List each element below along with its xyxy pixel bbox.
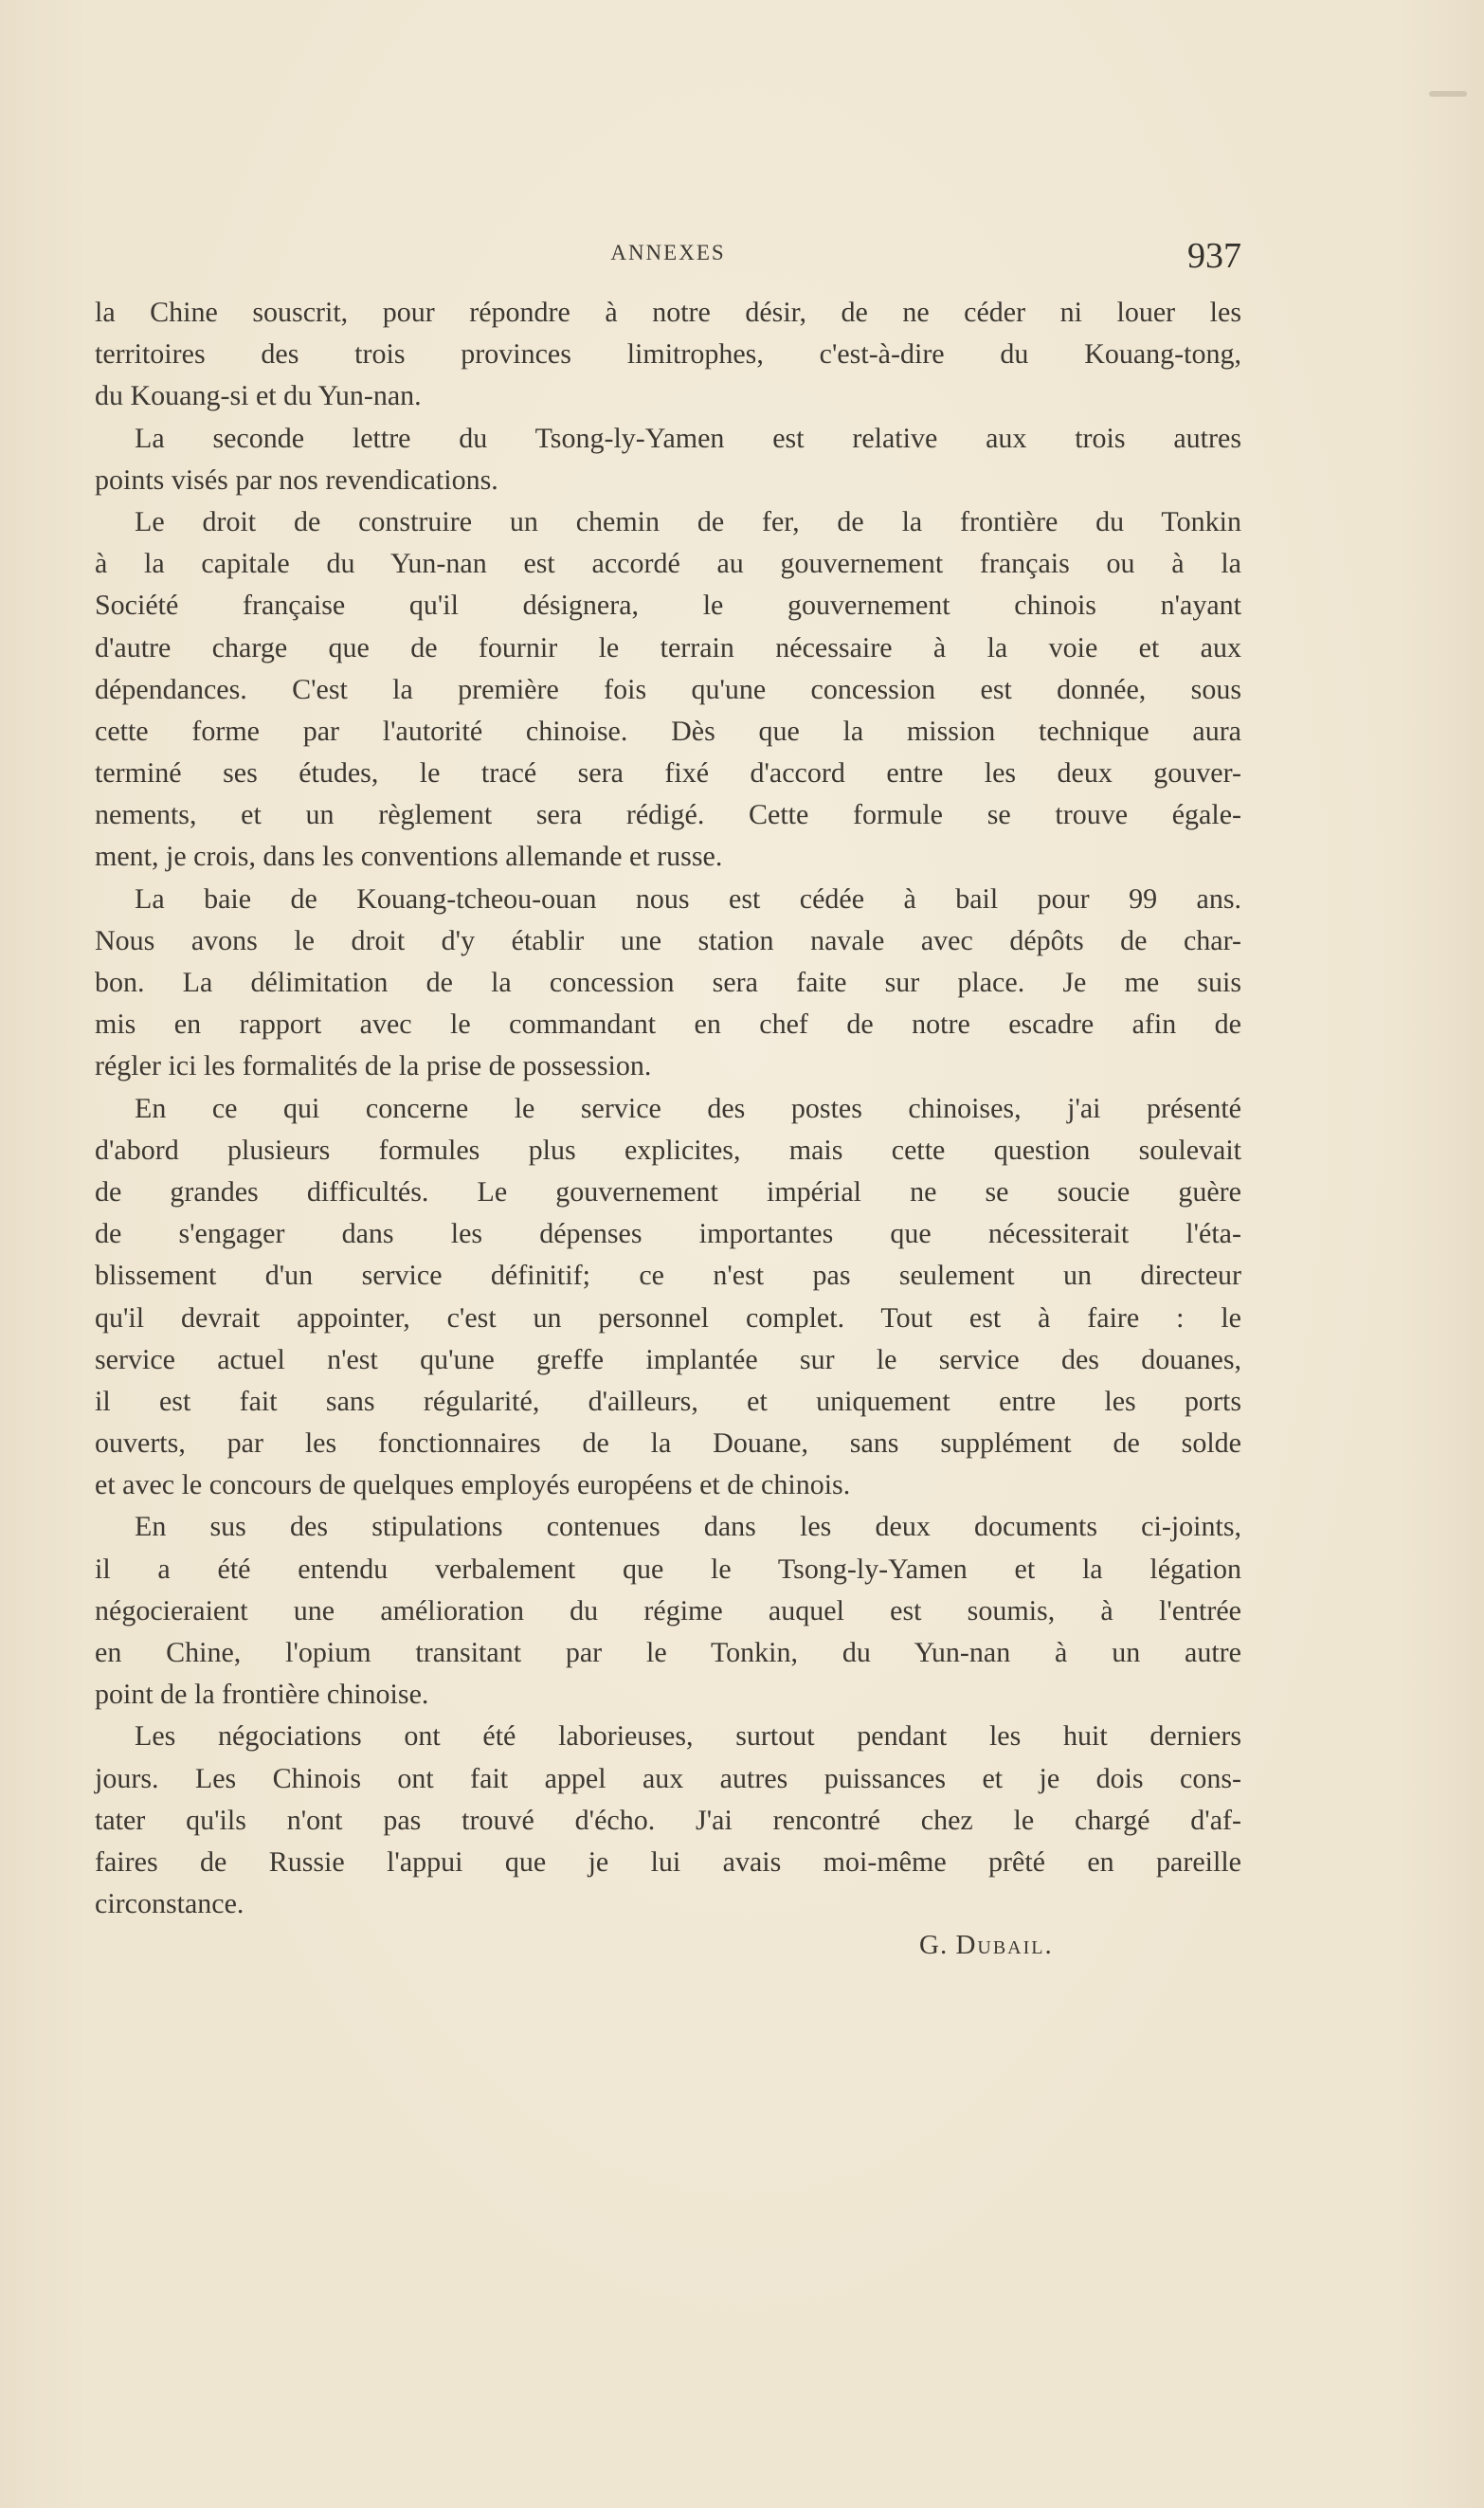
text-line: la Chine souscrit, pour répondre à notre désir, de ne céder ni louer les (95, 297, 1241, 328)
text-line: La baie de Kouang-tcheou-ouan nous est cédée à bail pour 99 ans. (135, 882, 1241, 915)
text-line: points visés par nos revendications. (95, 463, 498, 496)
text-line: tater qu'ils n'ont pas trouvé d'écho. J'ai rencontré chez le chargé d'af- (95, 1804, 1241, 1836)
text-line: d'abord plusieurs formules plus explicites, mais cette question soulevait (95, 1134, 1241, 1166)
text-line: de s'engager dans les dépenses importantes que nécessiterait l'éta- (95, 1218, 1241, 1250)
text-line: En sus des stipulations contenues dans les deux documents ci-joints, (135, 1511, 1241, 1543)
text-line: il a été entendu verbalement que le Tsong-ly-Yamen et la légation (95, 1553, 1241, 1585)
text-line: ment, je crois, dans les conventions allemande et russe. (95, 841, 723, 873)
signature (919, 1930, 1054, 1961)
text-line: mis en rapport avec le commandant en chef de notre escadre afin de (95, 1009, 1241, 1041)
text-line: La seconde lettre du Tsong-ly-Yamen est relative aux trois autres (135, 422, 1241, 454)
text-line: à la capitale du Yun-nan est accordé au gouvernement français ou à la (95, 548, 1241, 580)
text-line: Le droit de construire un chemin de fer, de la frontière du Tonkin (135, 505, 1241, 537)
text-line: il est fait sans régularité, d'ailleurs, et uniquement entre les ports (95, 1385, 1241, 1417)
text-line: régler ici les formalités de la prise de possession. (95, 1050, 652, 1082)
text-line: Nous avons le droit d'y établir une station navale avec dépôts de char- (95, 924, 1241, 956)
text-line: de grandes difficultés. Le gouvernement impérial ne se soucie guère (95, 1175, 1241, 1208)
text-line: terminé ses études, le tracé sera fixé d'accord entre les deux gouver- (95, 757, 1241, 790)
text-line: du Kouang-si et du Yun-nan. (95, 380, 422, 412)
text-line: en Chine, l'opium transitant par le Tonkin, du Yun-nan à un autre (95, 1637, 1241, 1668)
running-header (95, 235, 1241, 282)
text-line: qu'il devrait appointer, c'est un personnel complet. Tout est à faire : le (95, 1301, 1241, 1334)
signature-surname: Dubail. (955, 1930, 1054, 1960)
page-corner-blemish (1429, 91, 1467, 97)
text-line: bon. La délimitation de la concession sera faite sur place. Je me suis (95, 967, 1241, 998)
text-line: dépendances. C'est la première fois qu'une concession est donnée, sous (95, 673, 1241, 705)
text-line: nements, et un règlement sera rédigé. Cette formule se trouve égale- (95, 799, 1241, 831)
text-line: circonstance. (95, 1888, 244, 1920)
text-line: service actuel n'est qu'une greffe implantée sur le service des douanes, (95, 1343, 1241, 1375)
text-line: En ce qui concerne le service des postes chinoises, j'ai présenté (135, 1092, 1241, 1124)
running-title: ANNEXES (610, 241, 726, 264)
text-line: jours. Les Chinois ont fait appel aux autres puissances et je dois cons- (95, 1762, 1241, 1794)
text-line: d'autre charge que de fournir le terrain nécessaire à la voie et aux (95, 631, 1241, 663)
text-line: Société française qu'il désignera, le gouvernement chinois n'ayant (95, 590, 1241, 622)
text-line: négocieraient une amélioration du régime auquel est soumis, à l'entrée (95, 1594, 1241, 1627)
text-line: point de la frontière chinoise. (95, 1679, 429, 1711)
signature-initial: G. (919, 1930, 949, 1960)
text-line: ouverts, par les fonctionnaires de la Douane, sans supplément de solde (95, 1427, 1241, 1460)
text-line: Les négociations ont été laborieuses, surtout pendant les huit derniers (135, 1720, 1241, 1753)
page-number: 937 (1187, 236, 1241, 276)
text-line: et avec le concours de quelques employés européens et de chinois. (95, 1469, 851, 1501)
body-text (95, 292, 1241, 1925)
text-line: blissement d'un service définitif; ce n'est pas seulement un directeur (95, 1260, 1241, 1292)
text-line: cette forme par l'autorité chinoise. Dès que la mission technique aura (95, 715, 1241, 747)
text-line: territoires des trois provinces limitrophes, c'est-à-dire du Kouang-tong, (95, 338, 1241, 371)
text-line: faires de Russie l'appui que je lui avais moi-même prêté en pareille (95, 1845, 1241, 1878)
